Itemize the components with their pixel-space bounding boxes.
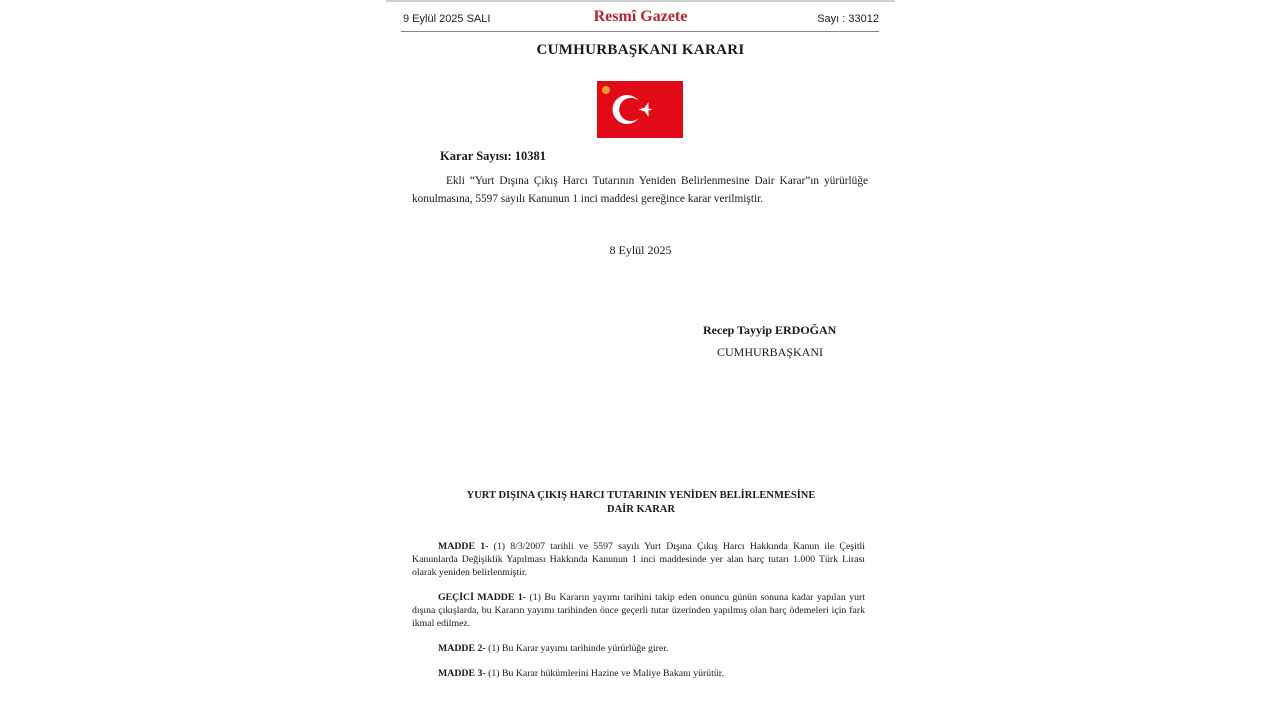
article-1 xyxy=(412,540,865,579)
article-3 xyxy=(412,667,865,680)
annex-title-line2: DAİR KARAR xyxy=(607,504,675,515)
article-label: MADDE 2- xyxy=(438,643,486,654)
header-divider xyxy=(401,31,879,32)
article-label: MADDE 1- xyxy=(438,541,489,552)
decree-heading: CUMHURBAŞKANI KARARI xyxy=(536,42,745,58)
annex-title-line1: YURT DIŞINA ÇIKIŞ HARCI TUTARININ YENİDEN BELİRLENMESİNE xyxy=(466,490,816,501)
article-text: (1) Bu Karar yayımı tarihinde yürürlüğe girer. xyxy=(485,643,669,654)
article-2 xyxy=(412,642,865,655)
annex-title xyxy=(426,489,856,517)
decree-date: 8 Eylül 2025 xyxy=(609,243,672,257)
decree-intro: Ekli “Yurt Dışına Çıkış Harcı Tutarının Yeniden Belirlenmesine Dair Karar”ın yürürlüğe konulmasına, 5597 sayılı Kanunun 1 inci maddesi gereğince karar verilmiştir. xyxy=(412,175,868,205)
article-text: (1) Bu Karar hükümlerini Hazine ve Maliye Bakanı yürütür. xyxy=(485,668,724,679)
gazette-page xyxy=(386,0,895,720)
decree-number: Karar Sayısı: 10381 xyxy=(440,149,547,163)
article-text: (1) 8/3/2007 tarihli ve 5597 sayılı Yurt Dışına Çıkış Harcı Hakkında Kanun ile Çeşitli Kanunlarda Değişiklik Yapılması Hakkında Kanunun 1 inci maddesinde yer alan harç tutarı 1.000 Türk Lirası olarak yeniden belirlenmiştir. xyxy=(412,541,865,578)
article-label: GEÇİCİ MADDE 1- xyxy=(438,592,527,603)
gazette-title: Resmî Gazete xyxy=(593,8,688,25)
signer-title: CUMHURBAŞKANI xyxy=(717,345,824,359)
page-top-border xyxy=(386,0,895,2)
flag-seal-dot xyxy=(602,86,610,94)
gazette-issue-number: Sayı : 33012 xyxy=(817,13,879,25)
article-text: (1) Bu Kararın yayımı tarihini takip eden onuncu günün sonuna kadar yapılan yurt dışına çıkışlarda, bu Kararın yayımı tarihinden önce geçerli tutar üzerinden yapılmış olan harç ödemeleri için fark ikmal edilmez. xyxy=(412,592,865,629)
article-label: MADDE 3- xyxy=(438,668,486,679)
turkish-flag-icon xyxy=(597,81,683,138)
gazette-date: 9 Eylül 2025 SALI xyxy=(403,13,491,25)
signer-name: Recep Tayyip ERDOĞAN xyxy=(703,323,837,337)
provisional-article-1 xyxy=(412,591,865,630)
